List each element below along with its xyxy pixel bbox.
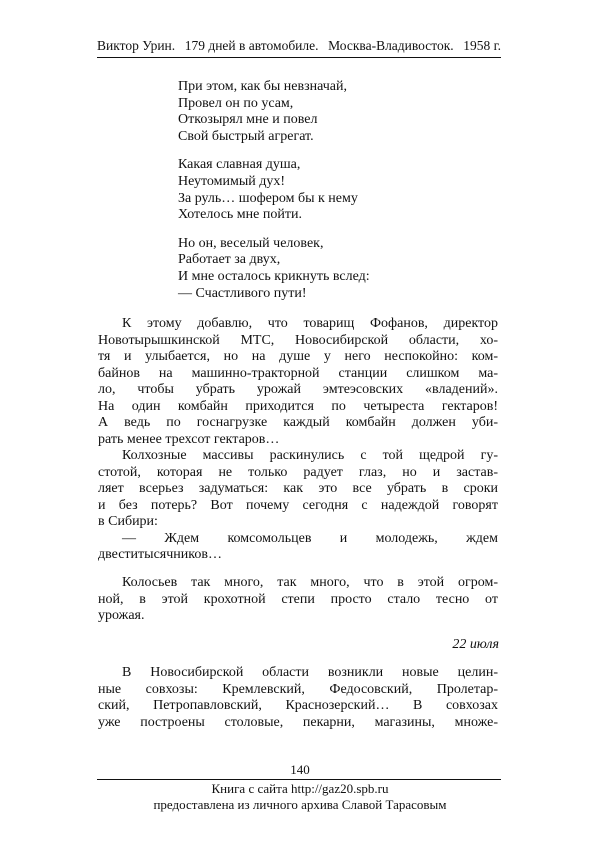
poem-line: Работает за двух, <box>178 252 281 268</box>
header-author: Виктор Урин. <box>97 38 176 53</box>
text-line: Колхозные массивы раскинулись с той щедрой гу- <box>122 448 498 463</box>
text-line: уже построены столовые, пекарни, магазины, множе- <box>98 714 498 730</box>
poem-line: Неутомимый дух! <box>178 173 286 189</box>
text-line: двеститысячников… <box>98 547 222 562</box>
text-line: На один комбайн приходится по четыреста гектаров! <box>98 398 498 414</box>
poem <box>178 79 370 314</box>
text-line: В Новосибирской области возникли новые целин- <box>122 665 498 680</box>
poem-line: — Счастливого пути! <box>178 285 307 301</box>
poem-line: При этом, как бы невзначай, <box>178 79 348 94</box>
page-number: 140 <box>290 762 310 777</box>
prose-block-3 <box>98 665 498 731</box>
text-line: байнов на машинно-тракторной станции слишком ма- <box>98 365 498 381</box>
poem-line: Но он, веселый человек, <box>178 235 324 251</box>
header-year: 1958 г. <box>463 38 501 53</box>
poem-line: Хотелось мне пойти. <box>178 207 302 223</box>
text-line: стотой, которая не только радует глаз, но и застав- <box>98 464 498 480</box>
running-header <box>97 38 501 54</box>
text-line: тя и улыбается, но на душе у него неспокойно: ком- <box>98 349 498 364</box>
header-rule <box>97 57 501 58</box>
text-line: ляет всерьез задуматься: как это все убрать в сроки <box>98 481 498 496</box>
text-line: ной, в этой крохотной степи просто стало тесно от <box>98 591 498 607</box>
poem-stanza <box>178 157 370 223</box>
poem-line: Какая славная душа, <box>178 157 301 173</box>
header-title: 179 дней в автомобиле. <box>184 38 319 53</box>
text-line: в Сибири: <box>98 514 158 529</box>
footer-line-1: Книга с сайта http://gaz20.spb.ru <box>211 781 389 796</box>
footer-line-2: предоставлена из личного архива Славой Тарасовым <box>153 797 447 812</box>
poem-line: Откозырял мне и повел <box>178 112 318 128</box>
date-heading: 22 июля <box>452 637 499 652</box>
poem-line: И мне осталось крикнуть вслед: <box>178 268 370 284</box>
header-route: Москва-Владивосток. <box>328 38 454 53</box>
text-line: ский, Петропавловский, Краснозерский… В совхозах <box>98 698 498 713</box>
footer-rule <box>97 779 501 780</box>
text-line: урожая. <box>98 608 145 623</box>
text-line: и без потерь? Вот почему сегодня с надеждой говорят <box>98 497 498 513</box>
text-line: Колосьев так много, так много, что в этой огром- <box>122 575 498 590</box>
text-line: рать менее трехсот гектаров… <box>98 431 280 447</box>
prose-block-2 <box>98 575 498 625</box>
text-line: Новотырышкинской МТС, Новосибирской области, хо- <box>98 332 498 348</box>
poem-line: Свой быстрый агрегат. <box>178 128 314 144</box>
poem-line: За руль… шофером бы к нему <box>178 190 358 206</box>
poem-stanza <box>178 79 370 145</box>
poem-line: Провел он по усам, <box>178 95 294 111</box>
text-line: К этому добавлю, что товарищ Фофанов, директор <box>122 316 498 331</box>
poem-stanza <box>178 236 370 302</box>
prose-block-1 <box>98 316 498 564</box>
text-line: ные совхозы: Кремлевский, Федосовский, Пролетар- <box>98 681 498 697</box>
text-line: — Ждем комсомольцев и молодежь, ждем <box>122 530 498 546</box>
text-line: А ведь по госнагрузке каждый комбайн должен уби- <box>98 415 498 430</box>
text-line: ло, чтобы убрать урожай эмтеэсовских «владений». <box>98 382 498 397</box>
